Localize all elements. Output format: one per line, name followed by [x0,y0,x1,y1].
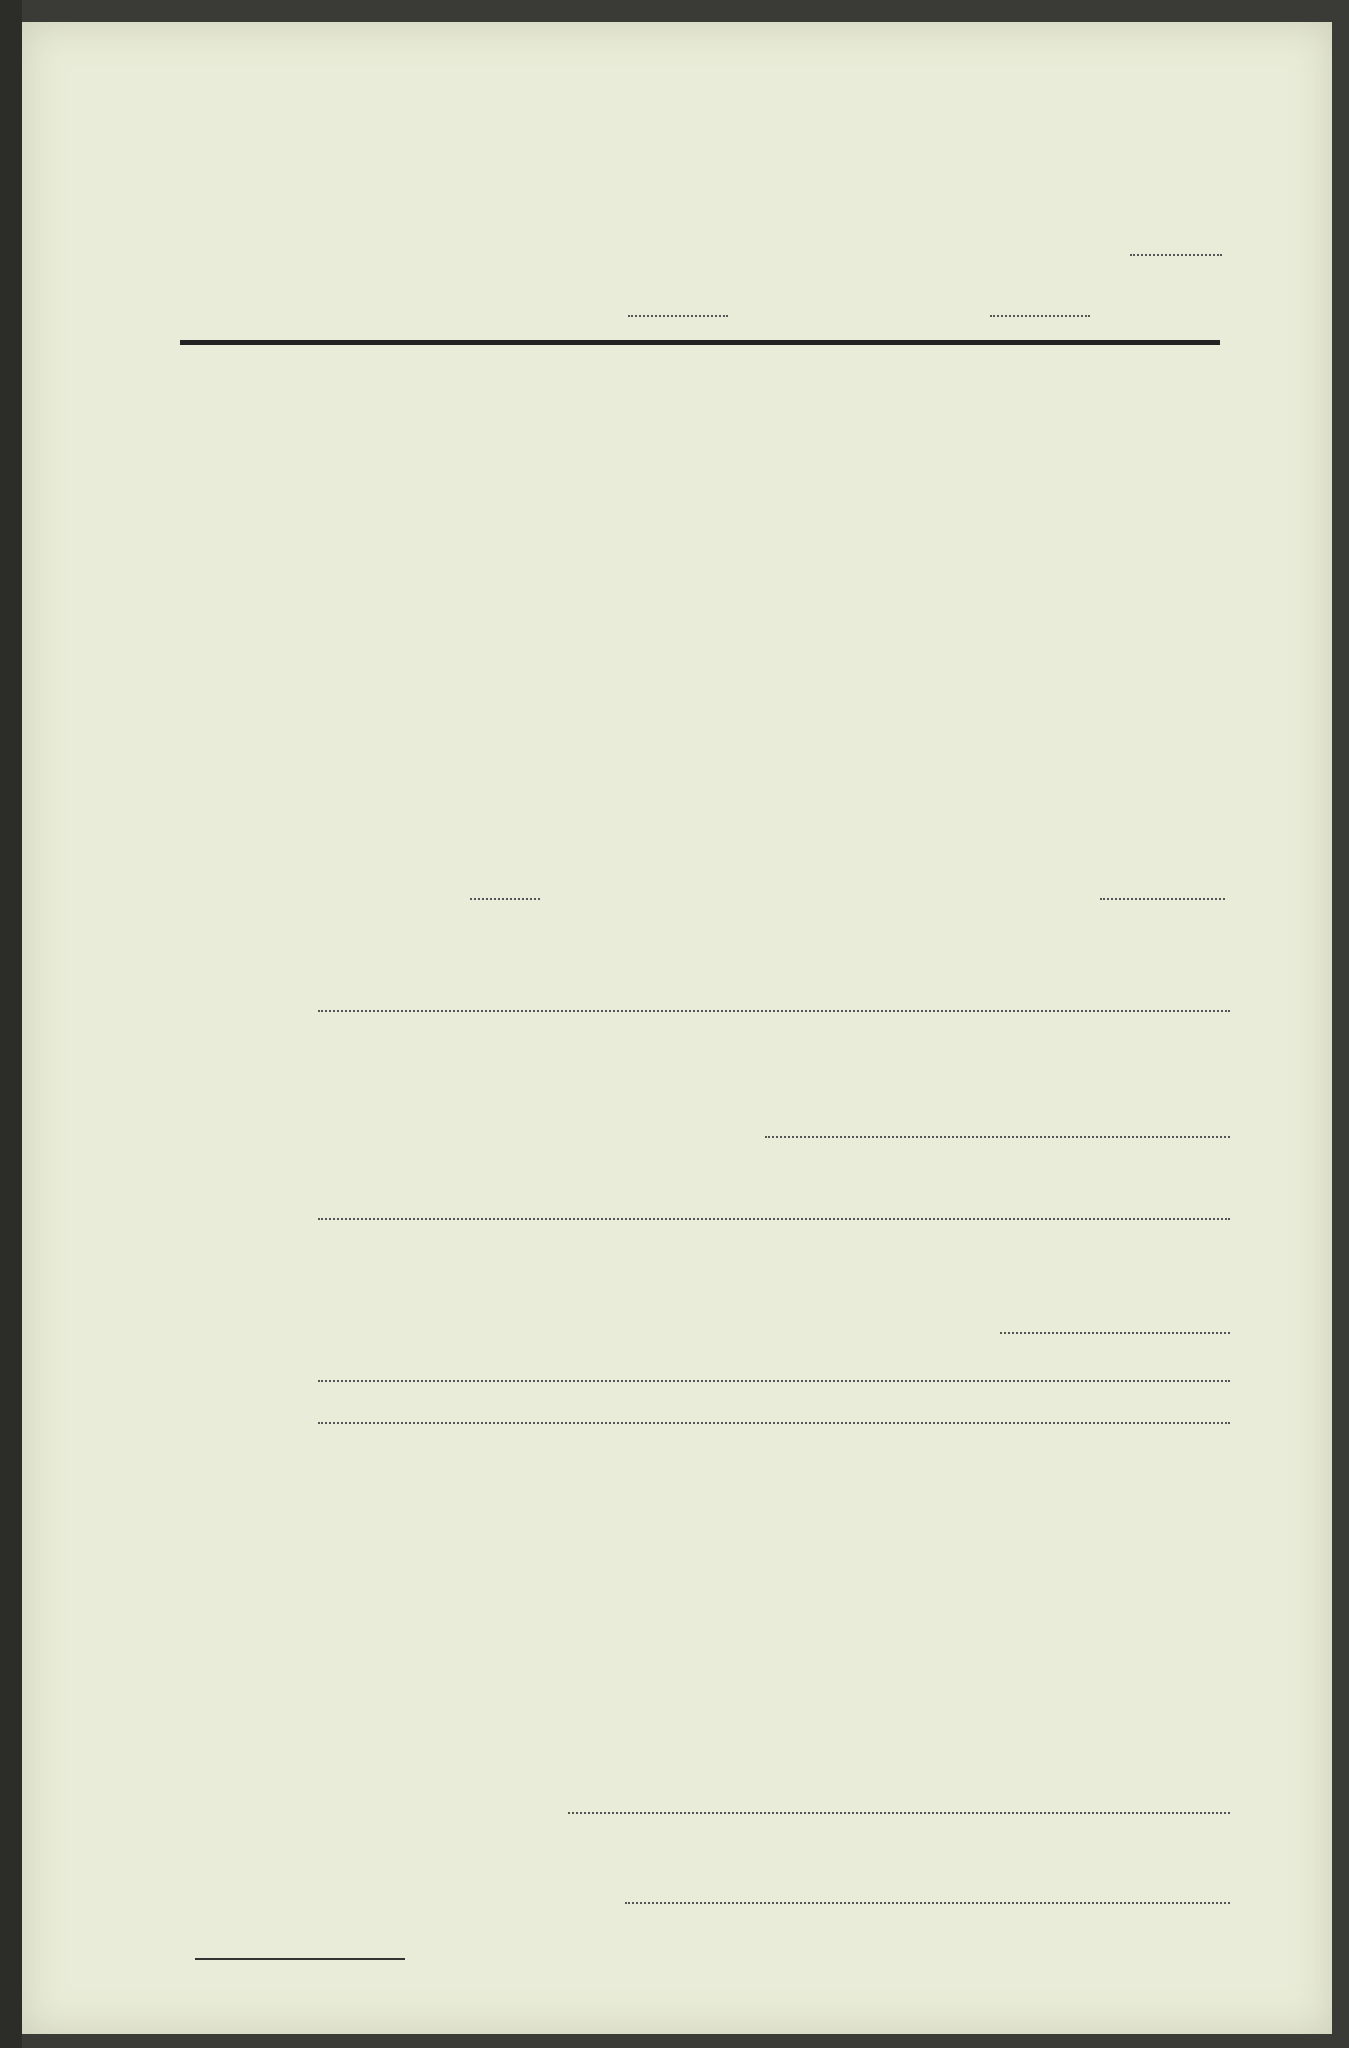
q6-month-dotted-line [1100,898,1225,900]
q14-dotted-line [568,1812,1230,1814]
scan-edge [0,0,22,2048]
husliste-dotted-line [990,315,1090,317]
personseddel-dotted-line [1130,254,1222,256]
kreds-dotted-line [628,315,728,317]
q9-dotted-line [318,1218,1230,1220]
q10-dotted-line-2 [318,1380,1230,1382]
header-rule [180,340,1220,345]
q8-dotted-line [765,1136,1230,1138]
q10-dotted-line-3 [318,1422,1230,1424]
q15-dotted-line [625,1902,1230,1904]
footnote-rule [195,1958,405,1960]
q10-dotted-line-1 [1000,1332,1230,1334]
q7-dotted-line [318,1010,1230,1012]
q6-dotted-line [470,898,540,900]
census-form-sheet [22,22,1332,2034]
